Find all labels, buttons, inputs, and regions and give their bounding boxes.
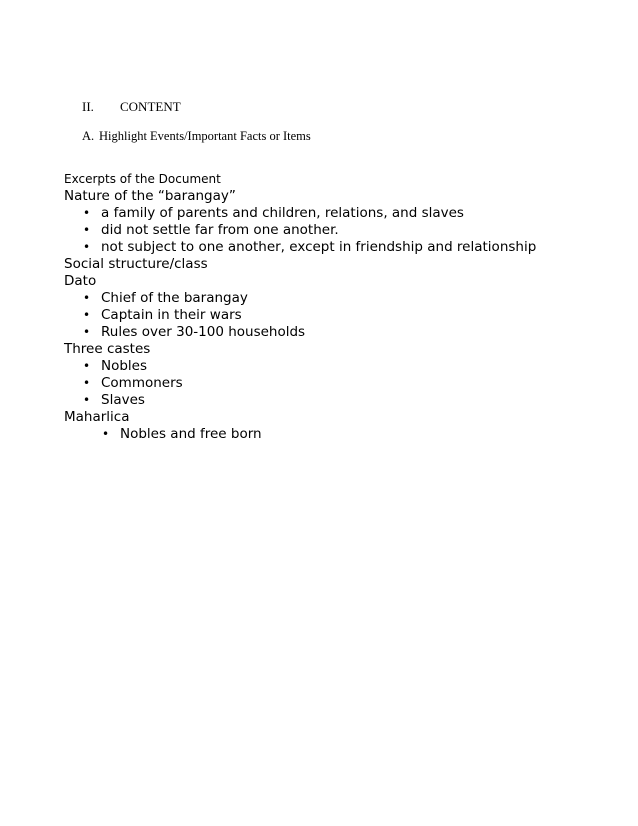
bullet-icon: • xyxy=(83,291,91,305)
bullet-icon: • xyxy=(83,240,91,254)
list-item-text: a family of parents and children, relations, and slaves xyxy=(101,205,464,221)
bullet-list-dato xyxy=(64,290,604,341)
list-item-text: Chief of the barangay xyxy=(101,290,248,306)
bullet-icon: • xyxy=(83,359,91,373)
list-item xyxy=(64,307,604,324)
list-item-text: Nobles and free born xyxy=(120,426,262,442)
section-label-social-structure: Social structure/class xyxy=(64,256,208,272)
subsection-heading xyxy=(82,129,311,144)
excerpts-body xyxy=(64,171,604,443)
list-item-text: Nobles xyxy=(101,358,148,374)
list-item-text: Commoners xyxy=(101,375,183,391)
section-heading xyxy=(82,99,181,115)
section-label-nature: Nature of the “barangay” xyxy=(64,188,236,204)
bullet-icon: • xyxy=(83,308,91,322)
list-item xyxy=(64,392,604,409)
subsection-title: Highlight Events/Important Facts or Items xyxy=(99,129,311,143)
bullet-list-maharlica xyxy=(64,426,604,443)
section-label-dato: Dato xyxy=(64,273,97,289)
bullet-icon: • xyxy=(83,376,91,390)
list-item xyxy=(64,358,604,375)
bullet-list-nature xyxy=(64,205,604,256)
list-item-text: Captain in their wars xyxy=(101,307,242,323)
list-item xyxy=(64,324,604,341)
list-item-text: Rules over 30-100 households xyxy=(101,324,306,340)
list-item xyxy=(64,375,604,392)
bullet-list-castes xyxy=(64,358,604,409)
section-label-maharlica: Maharlica xyxy=(64,409,130,425)
bullet-icon: • xyxy=(83,393,91,407)
list-item-text: did not settle far from one another. xyxy=(101,222,339,238)
list-item xyxy=(64,239,604,256)
subsection-letter: A. xyxy=(82,129,95,143)
section-title: CONTENT xyxy=(120,99,181,114)
excerpts-title: Excerpts of the Document xyxy=(64,172,221,186)
bullet-icon: • xyxy=(102,427,110,441)
list-item xyxy=(64,205,604,222)
section-number: II. xyxy=(82,99,94,114)
list-item-text: not subject to one another, except in friendship and relationship xyxy=(101,239,537,255)
list-item xyxy=(64,426,604,443)
list-item xyxy=(64,290,604,307)
bullet-icon: • xyxy=(83,325,91,339)
bullet-icon: • xyxy=(83,206,91,220)
list-item xyxy=(64,222,604,239)
list-item-text: Slaves xyxy=(101,392,145,408)
section-label-three-castes: Three castes xyxy=(64,341,151,357)
bullet-icon: • xyxy=(83,223,91,237)
